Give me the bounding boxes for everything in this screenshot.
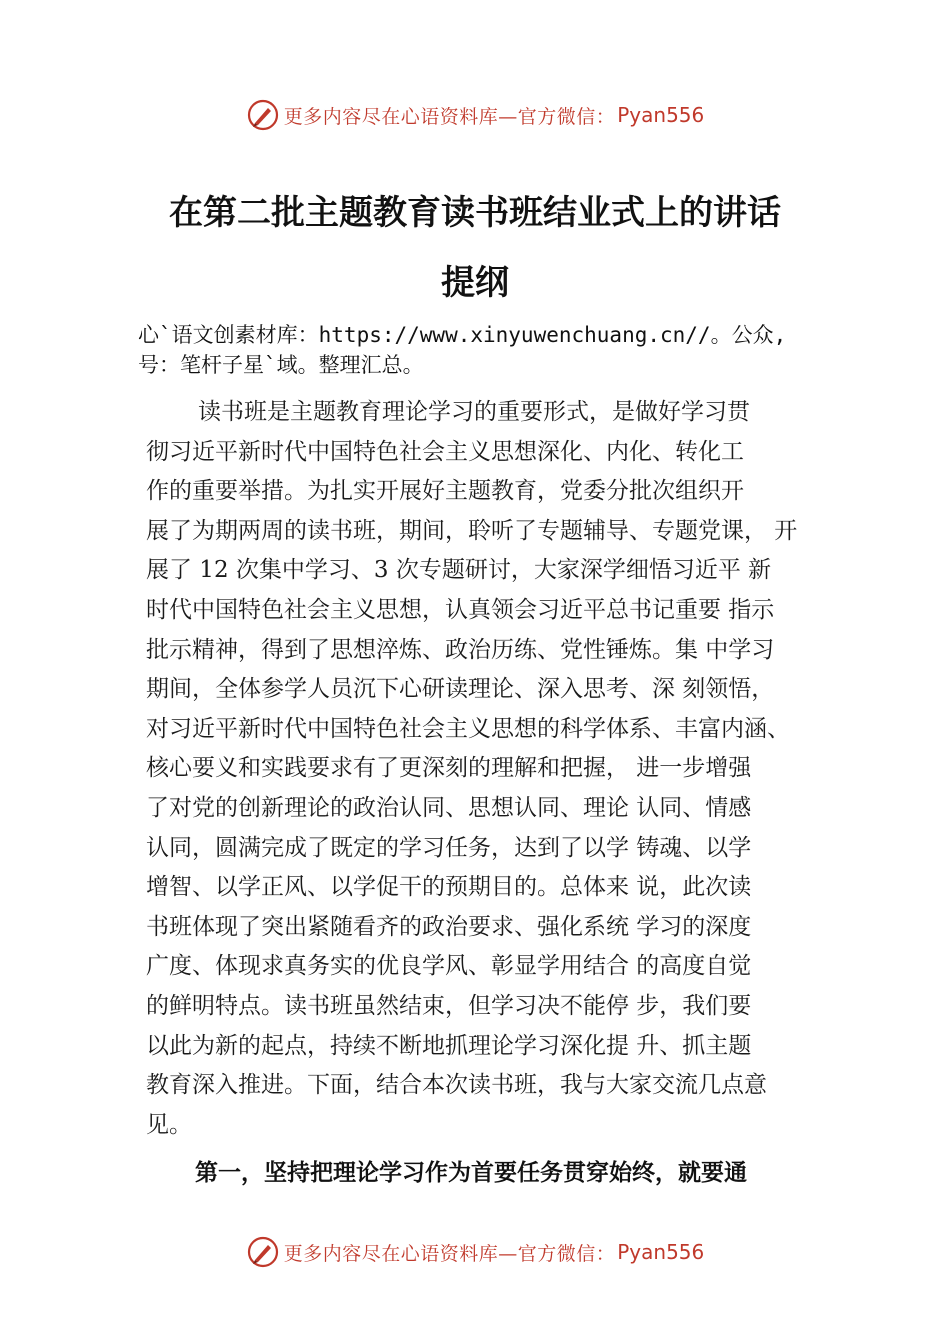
body-line: 书班体现了突出紧随看齐的政治要求、强化系统 学习的深度 [146,913,752,940]
section-heading: 第一，坚持把理论学习作为首要任务贯穿始终，就要通 [195,1160,747,1186]
header-watermark-banner [0,93,950,137]
body-line: 增智、以学正风、以学促干的预期目的。总体来 说，此次读 [146,874,752,901]
footer-watermark-banner [0,1230,950,1274]
body-line: 核心要义和实践要求有了更深刻的理解和把握， 进一步增强 [146,755,752,782]
banner-wechat-id: Pyan556 [617,1240,705,1264]
document-title-line-2: 提纲 [441,263,509,303]
body-line: 批示精神，得到了思想淬炼、政治历练、党性锤炼。集 中学习 [146,636,775,663]
body-line: 认同，圆满完成了既定的学习任务，达到了以学 铸魂、以学 [146,834,752,861]
body-line: 教育深入推进。下面，结合本次读书班，我与大家交流几点意 [146,1072,767,1099]
body-line: 彻习近平新时代中国特色社会主义思想深化、内化、转化工 [146,438,744,465]
source-line: 心`语文创素材库：https://www.xinyuwenchuang.cn//。公众, [138,323,787,347]
banner-wechat-id: Pyan556 [617,103,705,127]
body-line: 时代中国特色社会主义思想，认真领会习近平总书记重要 指示 [146,596,775,623]
body-line: 以此为新的起点，持续不断地抓理论学习深化提 升、抓主题 [146,1032,752,1059]
body-line: 广度、体现求真务实的优良学风、彰显学用结合 的高度自觉 [146,953,752,980]
body-line: 对习近平新时代中国特色社会主义思想的科学体系、丰富内涵、 [146,715,790,742]
body-line: 见。 [146,1111,192,1138]
document-title-line-1: 在第二批主题教育读书班结业式上的讲话 [169,193,781,233]
body-line: 展了为期两周的读书班，期间，聆听了专题辅导、专题党课， 开 [146,517,798,544]
body-line: 作的重要举措。为扎实开展好主题教育，党委分批次组织开 [146,478,744,505]
source-note [138,320,838,380]
banner-text: 更多内容尽在心语资料库—官方微信： [283,105,616,128]
banner-text: 更多内容尽在心语资料库—官方微信： [283,1242,616,1265]
source-line: 号：笔杆子星`域。整理汇总。 [138,353,424,377]
body-line: 期间，全体参学人员沉下心研读理论、深入思考、深 刻领悟， [146,676,775,703]
body-line: 展了 12 次集中学习、3 次专题研讨，大家深学细悟习近平 新 [146,557,772,584]
body-line: 读书班是主题教育理论学习的重要形式，是做好学习贯 [198,399,750,425]
pen-logo-icon [246,98,280,132]
body-paragraph [146,393,846,1145]
body-line: 了对党的创新理论的政治认同、思想认同、理论 认同、情感 [146,794,752,821]
pen-logo-icon [246,1235,280,1269]
body-line: 的鲜明特点。读书班虽然结束，但学习决不能停 步，我们要 [146,992,752,1019]
